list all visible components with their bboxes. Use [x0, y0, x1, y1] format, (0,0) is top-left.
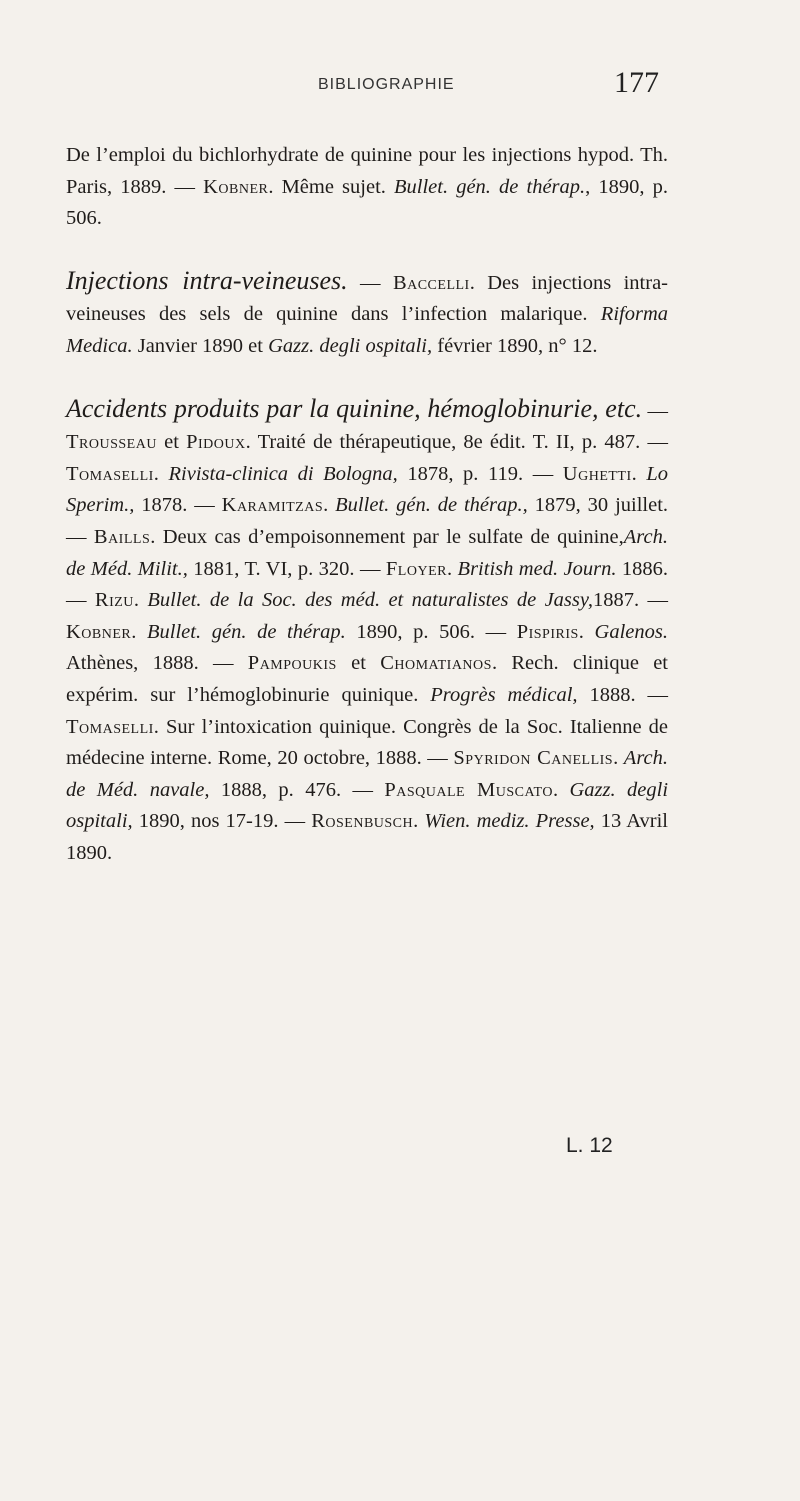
author-name: Pidoux [186, 431, 246, 454]
running-title: BIBLIOGRAPHIE [318, 76, 455, 93]
journal-title: Bullet. de la Soc. des méd. et naturalistes de Jassy, [147, 589, 593, 612]
entry-text: — [642, 399, 668, 422]
entry-text: et [336, 652, 381, 675]
entry-text: 1887. — [592, 589, 668, 612]
entry-text: . Traité de thérapeutique, 8e édit. T. II, p. 487. — [245, 431, 668, 454]
author-name: Rizu [94, 589, 134, 612]
entry-text: . Rech. clinique et expérim. sur l’hémoglobinurie quinique. [66, 652, 668, 706]
entry-text: 1890, nos 17-19. — [132, 810, 312, 833]
author-name: Kobner [66, 620, 132, 643]
author-name: Trousseau [66, 431, 157, 454]
journal-title: Lo Sperim., [66, 462, 669, 517]
entry-text: — [347, 271, 393, 294]
bibliography-body [66, 140, 668, 869]
author-name: Pasquale Muscato [384, 778, 553, 801]
journal-title: Arch. de Méd. Milit., [66, 525, 668, 580]
journal-title: Wien. mediz. Presse, [424, 810, 595, 833]
author-name: Karamitzas [221, 494, 324, 517]
entry-text: . [631, 462, 647, 485]
running-header [0, 66, 800, 106]
entry-text: . [578, 620, 595, 643]
entry-text: et [156, 431, 187, 454]
entry-text: février 1890, n° 12. [432, 334, 598, 357]
entry-text: . [323, 494, 336, 517]
entry-text: . Deux cas d’empoisonnement par le sulfate de quinine, [150, 525, 624, 548]
author-name: Floyer [385, 557, 447, 580]
entry-text: Athènes, 1888. — [66, 652, 248, 675]
journal-title: Galenos. [594, 620, 668, 643]
entry-text: . [153, 462, 169, 485]
entry-text: . [133, 589, 148, 612]
bibliography-entry-accidents [66, 393, 668, 870]
entry-text: 1886. — [66, 557, 669, 612]
journal-title: Bullet. gén. de thérap. [394, 175, 586, 198]
entry-text: . Sur l’intoxication quinique. Congrès de la Soc. Italienne de médecine interne. Rome, 20 octobre, 1888. — [66, 715, 668, 770]
entry-text: . Même sujet. [268, 175, 395, 198]
entry-text: Janvier 1890 et [132, 334, 269, 357]
journal-title: Riforma Medica. [66, 303, 668, 357]
entry-text: . [552, 778, 570, 801]
journal-title: Gazz. degli ospitali, [268, 334, 433, 357]
bibliography-entry-bichlorhydrate [66, 140, 668, 235]
journal-title: Rivista-clinica di Bologna, [168, 462, 398, 485]
author-name: Spyridon Canellis [453, 747, 614, 770]
entry-text: 1888. — [577, 683, 669, 706]
section-heading: Injections intra-veineuses. [66, 265, 348, 295]
entry-text: 1878, p. 119. — [397, 462, 563, 485]
bibliography-entry-injections [66, 265, 668, 363]
author-name: Chomatianos [380, 652, 492, 675]
signature-mark: L. 12 [566, 1134, 613, 1157]
author-name: Tomaselli [66, 715, 154, 738]
entry-text: , 1890, p. 506. [66, 175, 668, 230]
author-name: Pampoukis [247, 652, 337, 675]
author-name: Tomaselli [66, 462, 154, 485]
journal-title: Arch. de Méd. navale, [66, 747, 669, 801]
author-name: Ughetti [562, 462, 632, 485]
entry-text: 13 Avril 1890. [66, 810, 668, 864]
entry-text: . Des injections intra-veineuses des sels de quinine dans l’infection malarique. [66, 271, 669, 326]
entry-text: . [446, 557, 458, 580]
journal-title: Progrès médical, [430, 683, 578, 706]
author-name: Baills [93, 525, 151, 548]
entry-text: De l’emploi du bichlorhydrate de quinine pour les injections hypod. Th. Paris, 1889. — [66, 144, 668, 198]
journal-title: British med. Journ. [457, 557, 617, 580]
entry-text: 1881, T. VI, p. 320. — [187, 557, 386, 580]
journal-title: Bullet. gén. de thérap., [335, 494, 528, 517]
page-number: 177 [614, 66, 659, 99]
journal-title: Gazz. degli ospitali, [66, 778, 669, 833]
author-name: Kobner [203, 175, 269, 198]
entry-text: 1879, 30 juillet. — [66, 494, 669, 548]
entry-text: . [131, 620, 148, 643]
entry-text: 1888, p. 476. — [209, 778, 385, 801]
author-name: Rosenbusch [311, 810, 414, 833]
entry-text: 1890, p. 506. — [345, 620, 517, 643]
journal-title: Bullet. gén. de thérap. [147, 620, 346, 643]
author-name: Baccelli [392, 271, 470, 294]
section-heading: Accidents produits par la quinine, hémoglobinurie, etc. [66, 393, 643, 423]
entry-text: . [413, 810, 425, 833]
entry-text: 1878. — [134, 494, 222, 517]
author-name: Pispiris [516, 620, 579, 643]
entry-text: . [613, 747, 624, 770]
